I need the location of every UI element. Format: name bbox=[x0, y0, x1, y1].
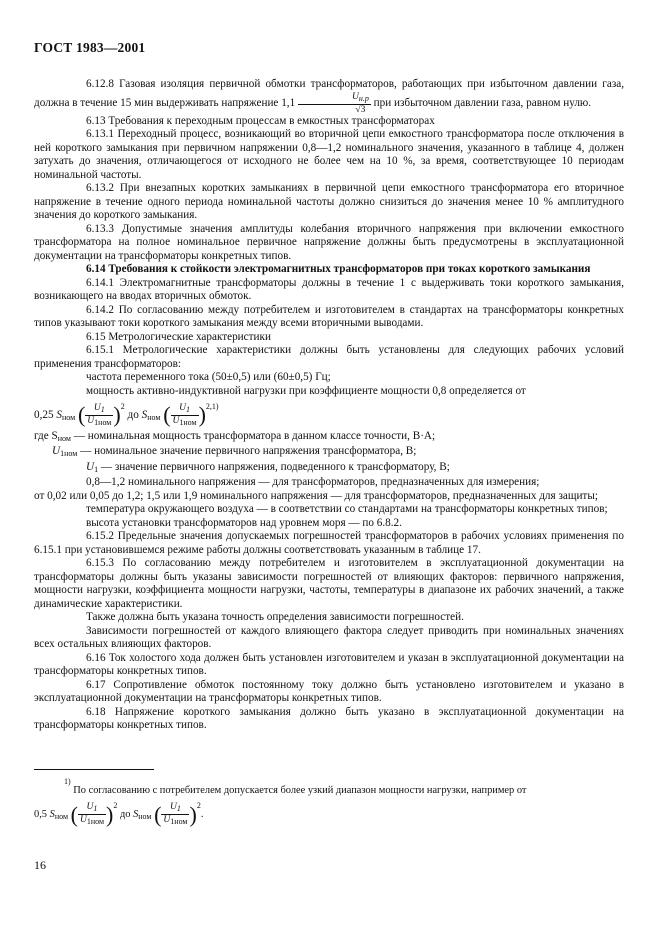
altitude-condition: высота установки трансформаторов над уровнем моря — по 6.8.2. bbox=[86, 516, 402, 529]
definition-u-1: $U_1$ — значение первичного напряжения, подведенного к трансформатору, В; bbox=[86, 460, 450, 474]
paragraph-6-14-2: 6.14.2 По согласованию между потребителем и изготовителем в стандартах на трансформаторы конкретных типов указывают токи короткого замыкания между всеми вторичными выводами. bbox=[34, 303, 624, 329]
paragraph-6-12-8: 6.12.8 Газовая изоляция первичной обмотки трансформаторов, работающих при избыточном давлении газа, должна в течение 15 мин выдерживать напряжение 1,1 $\frac{U_{н.р}}{√3}$ при избыточном давлении газа, равном нулю. bbox=[34, 78, 624, 115]
paragraph-6-15-3: 6.15.3 По согласованию между потребителем и изготовителем в эксплуатационной документации на трансформаторы должны быть указаны зависимости погрешностей от влияющих факторов: первичного напряжения, мощности нагрузки, коэффициента мощности нагрузки, частоты, температуры в диапазоне их рабочих значений, а также динамические характеристики. bbox=[34, 557, 624, 610]
paragraph-6-13-1: 6.13.1 Переходный процесс, возникающий во вторичной цепи емкостного трансформатора после отключения в ней короткого замыкания при первичном напряжении 0,8—1,2 номинального значения, указанного в таблице 4, должен затухать до значения, отличающегося от исходного не более чем на 10 %, за время, соответствующее 10 периодам номинальной частоты. bbox=[34, 128, 624, 181]
frequency-condition: частота переменного тока (50±0,5) или (60±0,5) Гц; bbox=[86, 371, 331, 383]
protection-range: от 0,02 или 0,05 до 1,2; 1,5 или 1,9 номинального напряжения — для трансформаторов, предназначенных для защиты; bbox=[34, 489, 598, 502]
paragraph-6-13-3: 6.13.3 Допустимые значения амплитуды колебания вторичного напряжения при включении емкостного трансформатора на полное номинальное первичное напряжение должны быть предусмотрены в эксплуатационной документации на трансформаторы конкретных типов. bbox=[34, 222, 624, 262]
paragraph-6-18: 6.18 Напряжение короткого замыкания должно быть указано в эксплуатационной документации на трансформаторы конкретных типов. bbox=[34, 705, 624, 732]
paragraph-6-15-1: 6.15.1 Метрологические характеристики должны быть установлены для следующих рабочих условий применения трансформаторов: bbox=[34, 344, 624, 370]
measurement-range: 0,8—1,2 номинального напряжения — для трансформаторов, предназначенных для измерения; bbox=[86, 476, 540, 489]
dependency-note: Зависимости погрешностей от каждого влияющего фактора следует приводить при номинальных значениях всех остальных влияющих факторов. bbox=[34, 624, 624, 651]
footnote-text: $^{1)}$ По согласованию с потребителем допускается более узкий диапазон мощности нагрузки, например от bbox=[64, 777, 527, 796]
paragraph-6-14: 6.14 Требования к стойкости электромагнитных трансформаторов при токах короткого замыкания bbox=[86, 263, 591, 275]
paragraph-6-15: 6.15 Метрологические характеристики bbox=[86, 330, 271, 343]
document-header: ГОСТ 1983—2001 bbox=[34, 40, 146, 55]
paragraph-6-14-1: 6.14.1 Электромагнитные трансформаторы должны в течение 1 с выдерживать токи короткого замыкания, возникающего на вводах вторичных обмоток. bbox=[34, 276, 624, 302]
definition-u-1nom: $U_{1ном}$ — номинальное значение первичного напряжения трансформатора, В; bbox=[52, 445, 417, 459]
footnote-formula: 0,5 $S_{ном}$ ( $\frac{U_1}{U_{1ном}}$ )$^2$ до $S_{ном}$ ( $\frac{U_1}{U_{1ном}}$ )$^2$. bbox=[34, 801, 204, 827]
load-range-formula: 0,25 $S_{ном}$ ( $\frac{U_1}{U_{1ном}}$ )$^2$ до $S_{ном}$ ( $\frac{U_1}{U_{1ном}}$ )$^{2,1)}$ bbox=[34, 402, 219, 428]
paragraph-6-13-2: 6.13.2 При внезапных коротких замыканиях в первичной цепи емкостного трансформатора его вторичное напряжение в течение одного периода номинальной частоты должно снизиться до значения менее 10 % амплитудного значения до короткого замыкания. bbox=[34, 182, 624, 221]
definition-s-nom: где $S_{ном}$ — номинальная мощность трансформатора в данном классе точности, В·А; bbox=[34, 429, 436, 443]
footnote-divider bbox=[34, 769, 154, 770]
temperature-condition: температура окружающего воздуха — в соответствии со стандартами на трансформаторы конкретных типов; bbox=[86, 503, 608, 516]
voltage-fraction: $\frac{U_{н.р}}{√3}$ bbox=[298, 92, 371, 115]
load-condition: мощность активно-индуктивной нагрузки при коэффициенте мощности 0,8 определяется от bbox=[86, 384, 526, 397]
paragraph-6-16: 6.16 Ток холостого хода должен быть установлен изготовителем и указан в эксплуатационной документации на трансформаторы конкретных типов. bbox=[34, 651, 624, 678]
paragraph-6-13: 6.13 Требования к переходным процессам в емкостных трансформаторах bbox=[86, 114, 435, 127]
paragraph-6-15-2: 6.15.2 Предельные значения допускаемых погрешностей трансформаторов в рабочих условиях применения по 6.15.1 при установившемся режиме работы должны соответствовать указанным в таблице 17. bbox=[34, 530, 624, 556]
paragraph-6-17: 6.17 Сопротивление обмоток постоянному току должно быть установлено изготовителем и указано в эксплуатационной документации на трансформаторы конкретных типов. bbox=[34, 678, 624, 705]
page-number: 16 bbox=[34, 858, 46, 872]
document-body bbox=[34, 78, 624, 733]
footnote bbox=[34, 775, 624, 827]
accuracy-note: Также должна быть указана точность определения зависимости погрешностей. bbox=[86, 611, 464, 624]
